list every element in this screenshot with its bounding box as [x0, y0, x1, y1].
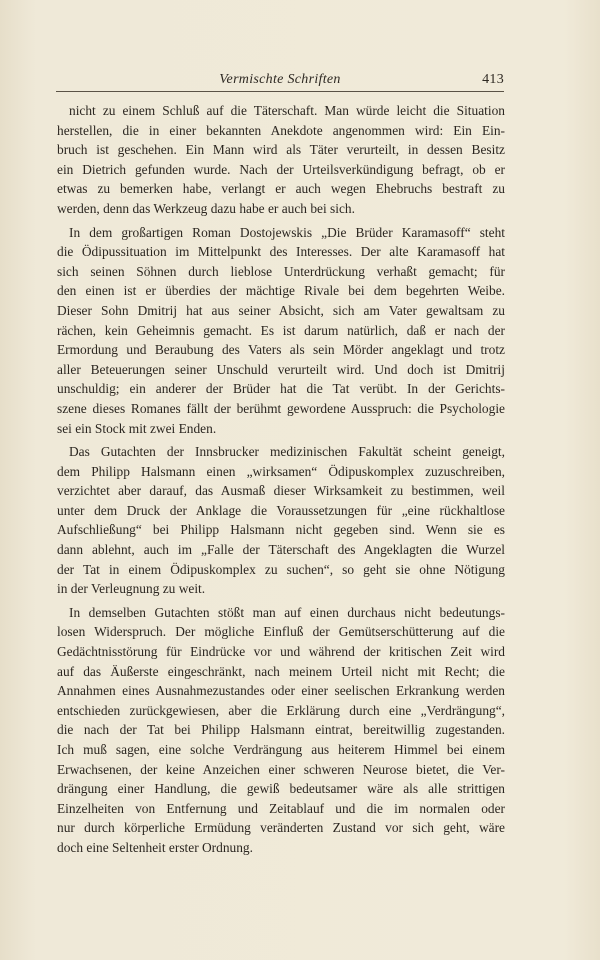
text-line: In demselben Gutachten stößt man auf einen durchaus nicht bedeutungs-: [69, 604, 505, 620]
text-line: doch eine Seltenheit erster Ordnung.: [57, 839, 253, 855]
text-line: losen Widerspruch. Der mögliche Einfluß der Gemütserschütterung auf die: [57, 624, 505, 640]
text-line: dann ablehnt, auch im „Falle der Täterschaft des Angeklagten die Wurzel: [57, 542, 505, 558]
text-line: sei ein Stock mit zwei Enden.: [57, 420, 217, 436]
text-line: bruch ist geschehen. Ein Mann wird als Täter verurteilt, in dessen Besitz: [57, 142, 505, 158]
text-line: rächen, kein Geheimnis gemacht. Es ist darum natürlich, daß er nach der: [57, 322, 505, 338]
text-line: nur durch körperliche Ermüdung veränderten Zustand vor sich geht, wäre: [57, 820, 505, 836]
text-line: unter dem Druck der Anklage die Voraussetzungen für „eine rückhaltlose: [57, 502, 505, 518]
text-line: die nach der Tat bei Philipp Halsmann eintrat, bereitwillig zugestanden.: [57, 722, 505, 738]
text-line: Aufschließung“ bei Philipp Halsmann nicht gegeben sind. Wenn sie es: [57, 522, 505, 538]
text-line: den einen ist er überdies der mächtige Rivale bei dem begehrten Weibe.: [57, 283, 505, 299]
text-line: unschuldig; ein anderer der Brüder hat die Tat verübt. In der Gerichts-: [57, 381, 505, 397]
text-line: Das Gutachten der Innsbrucker medizinischen Fakultät scheint geneigt,: [69, 444, 505, 460]
text-line: ein Dietrich gefunden wurde. Nach der Urteilsverkündigung befragt, ob er: [57, 161, 505, 177]
text-line: verzichtet aber darauf, das Ausmaß dieser Wirksamkeit zu bestimmen, weil: [57, 483, 505, 499]
text-line: drängung einer Handlung, die gewiß bedeutsamer wäre als alle strittigen: [57, 781, 505, 797]
body-text: [57, 101, 505, 862]
running-title: Vermischte Schriften: [219, 72, 341, 87]
text-line: Ermordung und Beraubung des Vaters als sein Mörder angeklagt und trotz: [57, 342, 505, 358]
paragraph: [57, 442, 505, 599]
paragraph: [57, 603, 505, 858]
text-line: Dieser Sohn Dmitrij hat aus seiner Absicht, sich am Vater gewaltsam zu: [57, 302, 505, 318]
running-header: [56, 72, 504, 92]
text-line: Annahmen eines Ausnahmezustandes oder einer seelischen Erkrankung werden: [57, 683, 505, 699]
text-line: szene dieses Romanes fällt der berühmt gewordene Ausspruch: die Psychologie: [57, 400, 505, 416]
text-line: In dem großartigen Roman Dostojewskis „Die Brüder Karamasoff“ steht: [69, 224, 505, 240]
text-line: Gedächtnisstörung für Eindrücke vor und während der kritischen Zeit wird: [57, 644, 505, 660]
text-line: auf das Äußerste eingeschränkt, nach meinem Urteil nicht mit Recht; die: [57, 663, 505, 679]
text-line: aller Beteuerungen seiner Unschuld verurteilt wird. Und doch ist Dmitrij: [57, 361, 505, 377]
text-line: werden, denn das Werkzeug dazu habe er auch bei sich.: [57, 200, 355, 216]
text-line: entschieden zurückgewiesen, aber die Erklärung durch eine „Verdrängung“,: [57, 702, 505, 718]
text-line: die Ödipussituation im Mittelpunkt des Interesses. Der alte Karamasoff hat: [57, 244, 505, 260]
paragraph: [57, 101, 505, 219]
page-number: 413: [482, 72, 504, 87]
text-line: sich seinen Söhnen durch lieblose Unterdrückung verhaßt gemacht; für: [57, 263, 505, 279]
text-line: etwas zu bemerken habe, verlangt er auch wegen Ehebruchs bestraft zu: [57, 181, 505, 197]
text-line: nicht zu einem Schluß auf die Täterschaft. Man würde leicht die Situation: [69, 103, 505, 118]
text-line: herstellen, die in einer bekannten Anekdote angenommen wird: Ein Ein-: [57, 122, 505, 138]
paragraph: [57, 223, 505, 439]
text-line: der Tat in einem Ödipuskomplex zu suchen“, so geht sie ohne Nötigung: [57, 561, 505, 577]
text-line: in der Verleugnung zu weit.: [57, 581, 206, 597]
text-line: Einzelheiten von Entfernung und Zeitablauf und die im normalen oder: [57, 800, 505, 816]
text-line: Ich muß sagen, eine solche Verdrängung aus heiterem Himmel bei einem: [57, 742, 505, 757]
text-line: dem Philipp Halsmann einen „wirksamen“ Ödipuskomplex zuzuschreiben,: [57, 463, 505, 479]
text-line: Erwachsenen, der keine Anzeichen einer schweren Neurose bietet, die Ver-: [57, 761, 505, 777]
